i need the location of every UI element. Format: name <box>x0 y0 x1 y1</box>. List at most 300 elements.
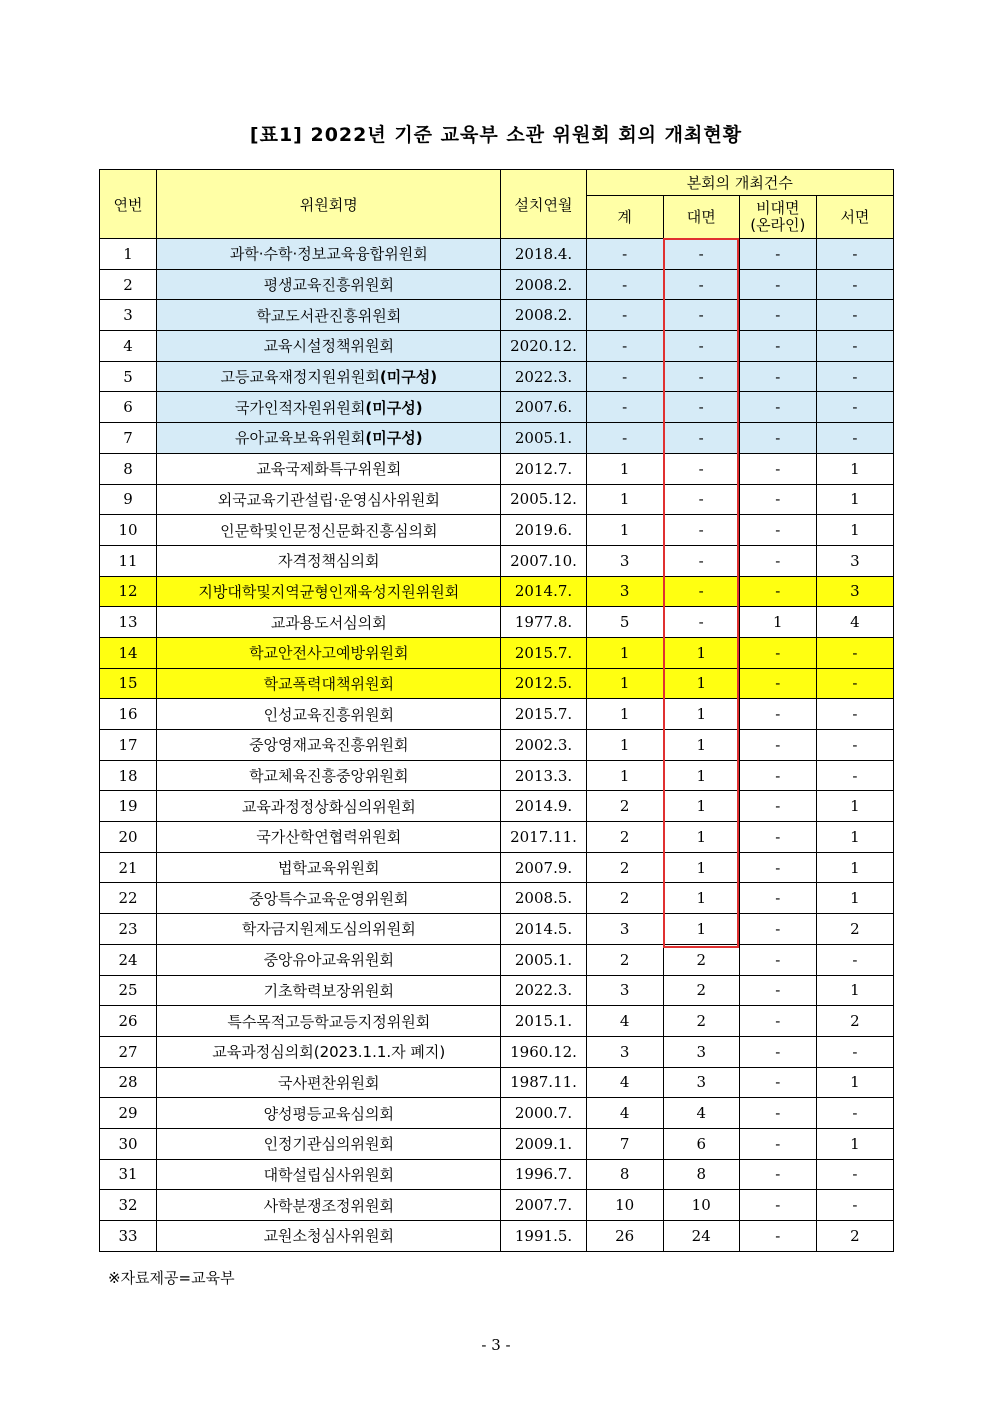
cell-in-person-text: 6 <box>696 1134 706 1153</box>
cell-in-person-text: - <box>698 336 704 355</box>
cell-in-person-text: - <box>698 367 704 386</box>
header-no: 연번 <box>100 170 157 239</box>
cell-no-text: 22 <box>118 889 138 908</box>
cell-in-person-text: 2 <box>696 950 706 969</box>
cell-total-text: 10 <box>615 1196 635 1215</box>
cell-written <box>816 515 893 546</box>
cell-total <box>586 1128 663 1159</box>
cell-online-text: - <box>775 551 781 570</box>
cell-established-text: 1960.12. <box>510 1042 577 1061</box>
cell-written-text: - <box>852 1104 858 1123</box>
cell-online-text: - <box>775 275 781 294</box>
header-in-person: 대면 <box>663 196 739 239</box>
cell-total-text: - <box>622 275 628 294</box>
cell-committee-name <box>157 300 501 331</box>
cell-established-text: 2017.11. <box>510 827 577 846</box>
cell-written-text: 1 <box>850 858 860 877</box>
cell-written <box>816 668 893 699</box>
cell-established-text: 1987.11. <box>510 1073 577 1092</box>
cell-online <box>739 1221 816 1252</box>
cell-online-text: - <box>775 950 781 969</box>
cell-established <box>501 300 586 331</box>
cell-written-text: 1 <box>850 827 860 846</box>
cell-written <box>816 730 893 761</box>
cell-in-person <box>663 545 739 576</box>
cell-online <box>739 1159 816 1190</box>
cell-committee-name <box>157 668 501 699</box>
cell-established-text: 2008.2. <box>514 306 573 325</box>
cell-established <box>501 822 586 853</box>
table-row <box>100 1128 894 1159</box>
table-row <box>100 1159 894 1190</box>
cell-total <box>586 331 663 362</box>
cell-in-person <box>663 914 739 945</box>
cell-online <box>739 453 816 484</box>
cell-no-text: 8 <box>123 459 133 478</box>
cell-committee-name-text: 교육과정정상화심의위원회 <box>241 797 416 816</box>
cell-in-person-text: - <box>698 398 704 417</box>
cell-online <box>739 914 816 945</box>
cell-established-text: 2019.6. <box>514 521 573 540</box>
cell-in-person <box>663 822 739 853</box>
page-number: - 3 - <box>481 1336 511 1354</box>
cell-established <box>501 699 586 730</box>
cell-no-text: 33 <box>118 1226 138 1245</box>
cell-written <box>816 1190 893 1221</box>
cell-committee-name-text: 과학·수학·정보교육융합위원회 <box>229 245 428 264</box>
cell-established-text: 2014.7. <box>514 582 573 601</box>
cell-committee-name <box>157 1067 501 1098</box>
cell-no <box>100 484 157 515</box>
cell-no <box>100 1067 157 1098</box>
cell-online-text: 1 <box>773 613 783 632</box>
cell-written <box>816 607 893 638</box>
cell-no <box>100 239 157 270</box>
cell-in-person <box>663 730 739 761</box>
cell-online <box>739 300 816 331</box>
cell-no <box>100 1098 157 1129</box>
cell-written-text: - <box>852 244 858 263</box>
table-row <box>100 699 894 730</box>
table-row <box>100 545 894 576</box>
cell-written <box>816 1159 893 1190</box>
cell-in-person-text: 3 <box>696 1042 706 1061</box>
cell-total-text: 2 <box>619 889 630 908</box>
cell-online <box>739 730 816 761</box>
cell-written <box>816 1098 893 1129</box>
cell-committee-name-text: 인정기관심의위원회 <box>263 1135 394 1154</box>
cell-total-text: 1 <box>619 674 630 693</box>
cell-total-text: 1 <box>619 521 630 540</box>
cell-established-text: 1991.5. <box>514 1226 573 1245</box>
cell-total-text: 1 <box>619 459 630 478</box>
cell-in-person-text: - <box>698 551 704 570</box>
table-row <box>100 1221 894 1252</box>
cell-in-person-text: - <box>698 244 704 263</box>
cell-established <box>501 239 586 270</box>
cell-established <box>501 637 586 668</box>
cell-in-person <box>663 361 739 392</box>
cell-committee-name-text: 교육국제화특구위원회 <box>256 460 402 479</box>
cell-total-text: - <box>622 367 628 386</box>
cell-total <box>586 545 663 576</box>
cell-no-text: 10 <box>118 521 138 540</box>
cell-no-text: 4 <box>123 336 133 355</box>
cell-in-person-text: 10 <box>691 1196 711 1215</box>
cell-no <box>100 269 157 300</box>
cell-written-text: - <box>852 705 858 724</box>
cell-in-person <box>663 1221 739 1252</box>
cell-written-text: 2 <box>850 919 860 938</box>
cell-written-text: 1 <box>850 889 860 908</box>
cell-committee-name-text: 대학설립심사위원회 <box>263 1165 394 1184</box>
cell-online <box>739 607 816 638</box>
cell-total <box>586 883 663 914</box>
cell-total-text: 7 <box>619 1134 630 1153</box>
cell-total <box>586 852 663 883</box>
cell-written-text: 1 <box>850 797 860 816</box>
cell-online-text: - <box>775 1012 781 1031</box>
table-row <box>100 300 894 331</box>
cell-written <box>816 1006 893 1037</box>
table-row <box>100 1098 894 1129</box>
cell-in-person <box>663 883 739 914</box>
cell-committee-name <box>157 1006 501 1037</box>
cell-committee-name <box>157 944 501 975</box>
cell-established-text: 2013.3. <box>514 766 573 785</box>
cell-established <box>501 423 586 454</box>
table-title: [표1] 2022년 기준 교육부 소관 위원회 회의 개최현황 <box>249 124 743 146</box>
table-row <box>100 331 894 362</box>
cell-in-person <box>663 1067 739 1098</box>
cell-no <box>100 1190 157 1221</box>
cell-online <box>739 392 816 423</box>
cell-committee-name-text: 외국교육기관설립·운영심사위원회 <box>217 490 440 509</box>
cell-committee-name <box>157 1159 501 1190</box>
cell-written <box>816 331 893 362</box>
cell-written-text: - <box>852 275 858 294</box>
cell-in-person <box>663 668 739 699</box>
cell-in-person <box>663 1159 739 1190</box>
cell-in-person <box>663 975 739 1006</box>
cell-established <box>501 392 586 423</box>
header-written: 서면 <box>816 196 893 239</box>
cell-total-text: 2 <box>619 858 630 877</box>
cell-total <box>586 822 663 853</box>
table-row <box>100 1036 894 1067</box>
cell-no-text: 25 <box>118 981 138 1000</box>
table-row <box>100 423 894 454</box>
cell-committee-name-text: 학교안전사고예방위원회 <box>249 644 409 663</box>
cell-no <box>100 1006 157 1037</box>
cell-written-text: 2 <box>850 1012 860 1031</box>
table-row <box>100 822 894 853</box>
committee-status-suffix: (미구성) <box>365 398 423 417</box>
cell-online-text: - <box>775 398 781 417</box>
cell-written-text: - <box>852 428 858 447</box>
cell-total <box>586 576 663 607</box>
cell-committee-name <box>157 852 501 883</box>
cell-no-text: 6 <box>123 398 133 417</box>
header-online-line2: (온라인) <box>750 216 806 234</box>
cell-committee-name-text: 교과용도서심의회 <box>270 613 387 632</box>
cell-committee-name-text: 국가산학연협력위원회 <box>256 828 402 847</box>
cell-established-text: 2005.12. <box>510 490 577 509</box>
cell-committee-name <box>157 239 501 270</box>
cell-established <box>501 730 586 761</box>
cell-written <box>816 822 893 853</box>
cell-written-text: - <box>852 1165 858 1184</box>
cell-no <box>100 944 157 975</box>
cell-committee-name <box>157 699 501 730</box>
cell-total <box>586 1221 663 1252</box>
table-row <box>100 392 894 423</box>
cell-in-person-text: - <box>698 490 704 509</box>
cell-established-text: 2005.1. <box>514 950 573 969</box>
cell-online <box>739 1098 816 1129</box>
cell-no <box>100 423 157 454</box>
cell-total-text: - <box>622 306 628 325</box>
cell-written-text: 1 <box>850 521 860 540</box>
cell-committee-name <box>157 423 501 454</box>
cell-no-text: 15 <box>118 674 138 693</box>
cell-written-text: 3 <box>850 551 860 570</box>
cell-no-text: 3 <box>123 306 133 325</box>
cell-no <box>100 699 157 730</box>
cell-in-person-text: 1 <box>696 889 706 908</box>
cell-total-text: 3 <box>619 981 630 1000</box>
cell-committee-name <box>157 269 501 300</box>
cell-no-text: 32 <box>118 1196 138 1215</box>
cell-total <box>586 1036 663 1067</box>
cell-no-text: 2 <box>123 275 133 294</box>
cell-no <box>100 668 157 699</box>
cell-total-text: 3 <box>619 1042 630 1061</box>
cell-written-text: - <box>852 735 858 754</box>
cell-online <box>739 852 816 883</box>
cell-committee-name-text: 교육시설정책위원회 <box>263 337 394 356</box>
cell-no-text: 21 <box>118 858 138 877</box>
cell-total <box>586 269 663 300</box>
cell-established <box>501 361 586 392</box>
cell-established-text: 2012.5. <box>514 674 573 693</box>
cell-online <box>739 975 816 1006</box>
cell-online-text: - <box>775 490 781 509</box>
cell-written <box>816 883 893 914</box>
committee-status-suffix: (미구성) <box>365 429 423 448</box>
cell-total-text: 3 <box>619 582 630 601</box>
cell-established <box>501 914 586 945</box>
cell-online-text: - <box>775 306 781 325</box>
cell-online <box>739 883 816 914</box>
cell-total-text: - <box>622 336 628 355</box>
cell-written-text: - <box>852 766 858 785</box>
cell-established <box>501 791 586 822</box>
cell-no <box>100 331 157 362</box>
cell-online-text: - <box>775 1165 781 1184</box>
cell-no <box>100 1221 157 1252</box>
cell-established <box>501 545 586 576</box>
cell-committee-name-text: 고등교육재정지원위원회 <box>220 368 380 387</box>
cell-in-person <box>663 637 739 668</box>
cell-committee-name-text: 자격정책심의회 <box>278 552 380 571</box>
cell-total-text: - <box>622 428 628 447</box>
cell-committee-name <box>157 791 501 822</box>
cell-established-text: 2012.7. <box>514 459 573 478</box>
cell-in-person <box>663 760 739 791</box>
cell-no-text: 7 <box>123 428 133 447</box>
cell-total <box>586 637 663 668</box>
cell-online <box>739 1067 816 1098</box>
cell-online-text: - <box>775 1226 781 1245</box>
header-total: 계 <box>586 196 663 239</box>
cell-total <box>586 484 663 515</box>
cell-established-text: 2020.12. <box>510 336 577 355</box>
cell-written-text: 3 <box>850 582 860 601</box>
cell-online-text: - <box>775 766 781 785</box>
cell-established-text: 2002.3. <box>514 735 573 754</box>
cell-in-person-text: 1 <box>696 705 706 724</box>
source-note: ※자료제공=교육부 <box>108 1269 235 1287</box>
cell-written-text: - <box>852 643 858 662</box>
cell-total <box>586 730 663 761</box>
cell-in-person-text: - <box>698 428 704 447</box>
cell-total <box>586 607 663 638</box>
cell-committee-name-text: 중앙영재교육진흥위원회 <box>249 736 409 755</box>
cell-online <box>739 822 816 853</box>
cell-total-text: 4 <box>619 1073 630 1092</box>
cell-in-person-text: 1 <box>696 797 706 816</box>
cell-written <box>816 269 893 300</box>
cell-online <box>739 668 816 699</box>
cell-established-text: 2014.5. <box>514 919 573 938</box>
cell-established <box>501 1006 586 1037</box>
cell-established-text: 2005.1. <box>514 428 573 447</box>
cell-established <box>501 576 586 607</box>
cell-committee-name <box>157 392 501 423</box>
cell-no-text: 11 <box>118 551 138 570</box>
cell-committee-name <box>157 637 501 668</box>
cell-written-text: 1 <box>850 459 860 478</box>
cell-written <box>816 545 893 576</box>
table-row <box>100 668 894 699</box>
cell-total <box>586 1006 663 1037</box>
cell-committee-name-text: 학자금지원제도심의위원회 <box>241 920 416 939</box>
cell-no-text: 17 <box>118 735 138 754</box>
cell-total <box>586 699 663 730</box>
cell-total <box>586 515 663 546</box>
cell-online-text: - <box>775 735 781 754</box>
cell-established-text: 2018.4. <box>514 244 573 263</box>
cell-written-text: 1 <box>850 490 860 509</box>
cell-no <box>100 760 157 791</box>
cell-no <box>100 545 157 576</box>
cell-in-person <box>663 699 739 730</box>
cell-online <box>739 331 816 362</box>
cell-established-text: 1996.7. <box>514 1165 573 1184</box>
cell-established <box>501 852 586 883</box>
cell-written-text: 1 <box>850 1073 860 1092</box>
cell-online-text: - <box>775 521 781 540</box>
cell-total-text: 5 <box>619 613 630 632</box>
cell-established-text: 1977.8. <box>514 613 573 632</box>
cell-written-text: - <box>852 674 858 693</box>
cell-established <box>501 453 586 484</box>
cell-total <box>586 453 663 484</box>
cell-committee-name-text: 유아교육보육위원회 <box>234 429 366 448</box>
cell-written-text: 1 <box>850 1134 860 1153</box>
cell-no-text: 30 <box>118 1134 138 1153</box>
cell-no <box>100 1036 157 1067</box>
cell-no <box>100 730 157 761</box>
cell-total-text: 4 <box>619 1104 630 1123</box>
cell-online-text: - <box>775 797 781 816</box>
cell-written <box>816 423 893 454</box>
cell-total <box>586 944 663 975</box>
cell-no <box>100 300 157 331</box>
cell-written <box>816 453 893 484</box>
cell-no <box>100 637 157 668</box>
cell-no-text: 16 <box>118 705 138 724</box>
cell-total-text: 1 <box>619 735 630 754</box>
cell-total <box>586 392 663 423</box>
cell-online-text: - <box>775 858 781 877</box>
cell-online <box>739 239 816 270</box>
cell-committee-name <box>157 730 501 761</box>
cell-written-text: - <box>852 336 858 355</box>
cell-online-text: - <box>775 1104 781 1123</box>
cell-online <box>739 545 816 576</box>
cell-in-person <box>663 331 739 362</box>
cell-committee-name-text: 평생교육진흥위원회 <box>263 276 394 295</box>
cell-online-text: - <box>775 643 781 662</box>
cell-online <box>739 269 816 300</box>
cell-total-text: 8 <box>619 1165 630 1184</box>
cell-written <box>816 699 893 730</box>
cell-total-text: 4 <box>619 1012 630 1031</box>
cell-online <box>739 944 816 975</box>
cell-in-person <box>663 1006 739 1037</box>
cell-written-text: 1 <box>850 981 860 1000</box>
cell-established-text: 2009.1. <box>514 1134 573 1153</box>
cell-written-text: - <box>852 1042 858 1061</box>
cell-established-text: 2015.7. <box>514 705 573 724</box>
cell-online-text: - <box>775 1196 781 1215</box>
cell-online <box>739 576 816 607</box>
cell-total <box>586 1098 663 1129</box>
cell-committee-name-text: 중앙유아교육위원회 <box>263 951 394 970</box>
cell-total-text: 2 <box>619 827 630 846</box>
cell-written <box>816 361 893 392</box>
cell-committee-name <box>157 1036 501 1067</box>
cell-no-text: 31 <box>118 1165 138 1184</box>
cell-total <box>586 914 663 945</box>
table-row <box>100 975 894 1006</box>
cell-online-text: - <box>775 582 781 601</box>
cell-written-text: - <box>852 398 858 417</box>
cell-written <box>816 637 893 668</box>
cell-committee-name-text: 교육과정심의회(2023.1.1.자 폐지) <box>212 1043 446 1062</box>
cell-total-text: 1 <box>619 766 630 785</box>
cell-established <box>501 760 586 791</box>
cell-written <box>816 1128 893 1159</box>
table-body <box>100 239 894 1252</box>
header-meeting-count-group: 본회의 개최건수 <box>586 170 893 196</box>
cell-total <box>586 1159 663 1190</box>
header-committee-name: 위원회명 <box>157 170 501 239</box>
cell-in-person <box>663 576 739 607</box>
cell-in-person-text: 1 <box>696 674 706 693</box>
